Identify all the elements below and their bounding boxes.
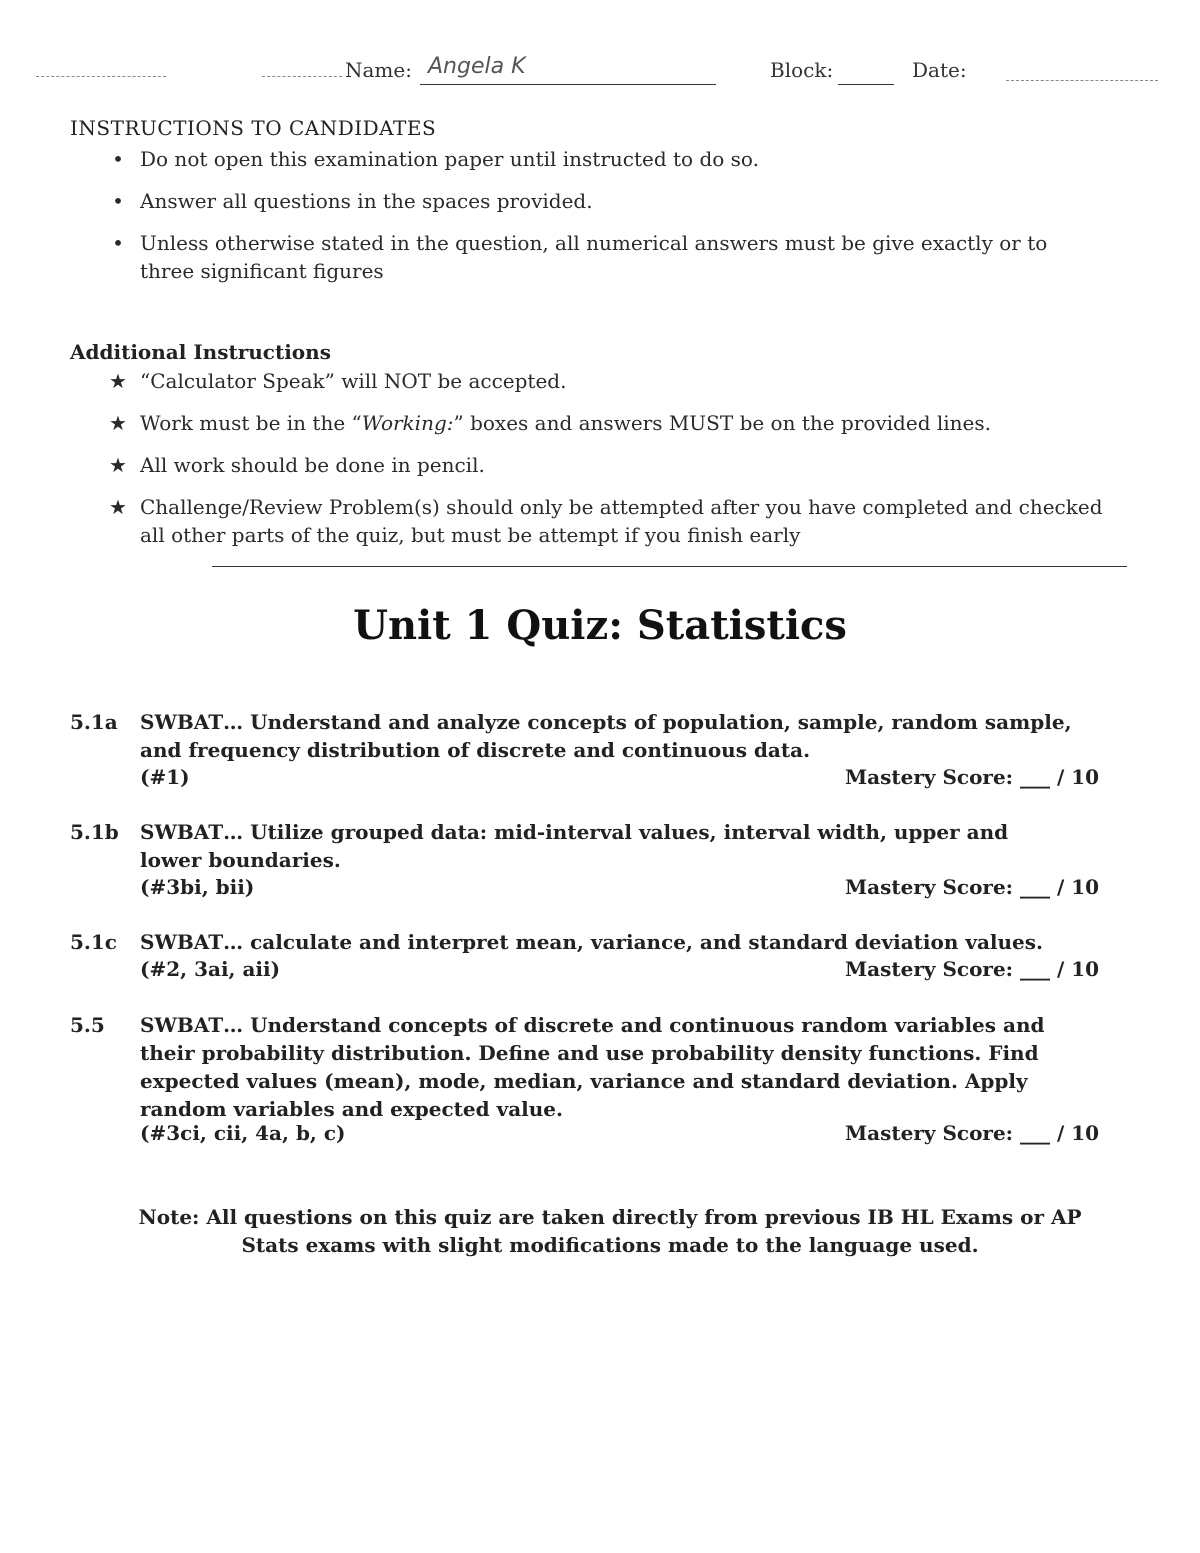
objective-ref: (#2, 3ai, aii) — [140, 957, 281, 981]
additional-item: ★ Work must be in the “Working:” boxes and answers MUST be on the provided lines. — [109, 411, 991, 435]
objective-ref: (#3bi, bii) — [140, 875, 255, 899]
objective-code: 5.5 — [70, 1013, 105, 1037]
objective-code: 5.1b — [70, 820, 119, 844]
instruction-item: • Unless otherwise stated in the question, all numerical answers must be give exactly or to three significant figures — [140, 229, 1100, 285]
star-icon: ★ — [109, 453, 127, 477]
score-blank[interactable]: ___ — [1020, 875, 1051, 899]
score-blank[interactable]: ___ — [1020, 957, 1051, 981]
block-field[interactable] — [838, 84, 894, 85]
bullet-icon: • — [112, 147, 124, 171]
objective-text: SWBAT… Utilize grouped data: mid-interval values, interval width, upper and lower boundaries. — [140, 820, 1009, 872]
instructions-list — [112, 145, 1100, 285]
star-icon: ★ — [109, 495, 127, 519]
date-field[interactable] — [1006, 80, 1158, 81]
date-label: Date: — [912, 58, 967, 82]
instruction-item: • Answer all questions in the spaces provided. — [140, 187, 1100, 215]
mastery-score: Mastery Score: ___ / 10 — [845, 957, 1100, 981]
name-field[interactable] — [420, 84, 716, 85]
score-blank[interactable]: ___ — [1020, 765, 1051, 789]
block-label: Block: — [770, 58, 834, 82]
objective-ref: (#3ci, cii, 4a, b, c) — [140, 1121, 346, 1145]
mastery-score: Mastery Score: ___ / 10 — [845, 765, 1100, 789]
additional-list — [109, 367, 1130, 549]
instructions-heading: INSTRUCTIONS TO CANDIDATES — [70, 116, 437, 140]
star-icon: ★ — [109, 369, 127, 393]
bullet-icon: • — [112, 189, 124, 213]
additional-item: ★ All work should be done in pencil. — [109, 453, 485, 477]
additional-heading: Additional Instructions — [70, 340, 331, 364]
objective-text: SWBAT… calculate and interpret mean, variance, and standard deviation values. — [140, 930, 1044, 954]
objective-ref: (#1) — [140, 765, 190, 789]
objective-code: 5.1c — [70, 930, 117, 954]
scan-artifact-left — [36, 76, 166, 77]
star-icon: ★ — [109, 411, 127, 435]
footer-note: Note: All questions on this quiz are taken directly from previous IB HL Exams or AP Stats exams with slight modifications made to the language used. — [138, 1205, 1082, 1257]
additional-item: ★ Challenge/Review Problem(s) should only be attempted after you have completed and checked all other parts of the quiz, but must be attempt if you finish early — [109, 495, 1103, 547]
page-title: Unit 1 Quiz: Statistics — [353, 602, 847, 649]
name-handwritten-value: Angela K — [428, 54, 526, 79]
additional-item: ★ “Calculator Speak” will NOT be accepted. — [109, 369, 567, 393]
name-label: Name: — [345, 58, 412, 82]
objective-code: 5.1a — [70, 710, 118, 734]
scan-artifact-mid — [262, 76, 342, 77]
bullet-icon: • — [112, 231, 124, 255]
score-blank[interactable]: ___ — [1020, 1121, 1051, 1145]
mastery-score: Mastery Score: ___ / 10 — [845, 875, 1100, 899]
mastery-score: Mastery Score: ___ / 10 — [845, 1121, 1100, 1145]
objective-text: SWBAT… Understand and analyze concepts of population, sample, random sample, and frequency distribution of discrete and continuous data. — [140, 710, 1072, 762]
objective-text: SWBAT… Understand concepts of discrete and continuous random variables and their probability distribution. Define and use probability density functions. Find expected values (mean), mode, median, variance and standard deviation. Apply random variables and expected value. — [140, 1013, 1045, 1121]
instruction-item: • Do not open this examination paper until instructed to do so. — [140, 145, 1100, 173]
separator-rule — [212, 566, 1127, 567]
